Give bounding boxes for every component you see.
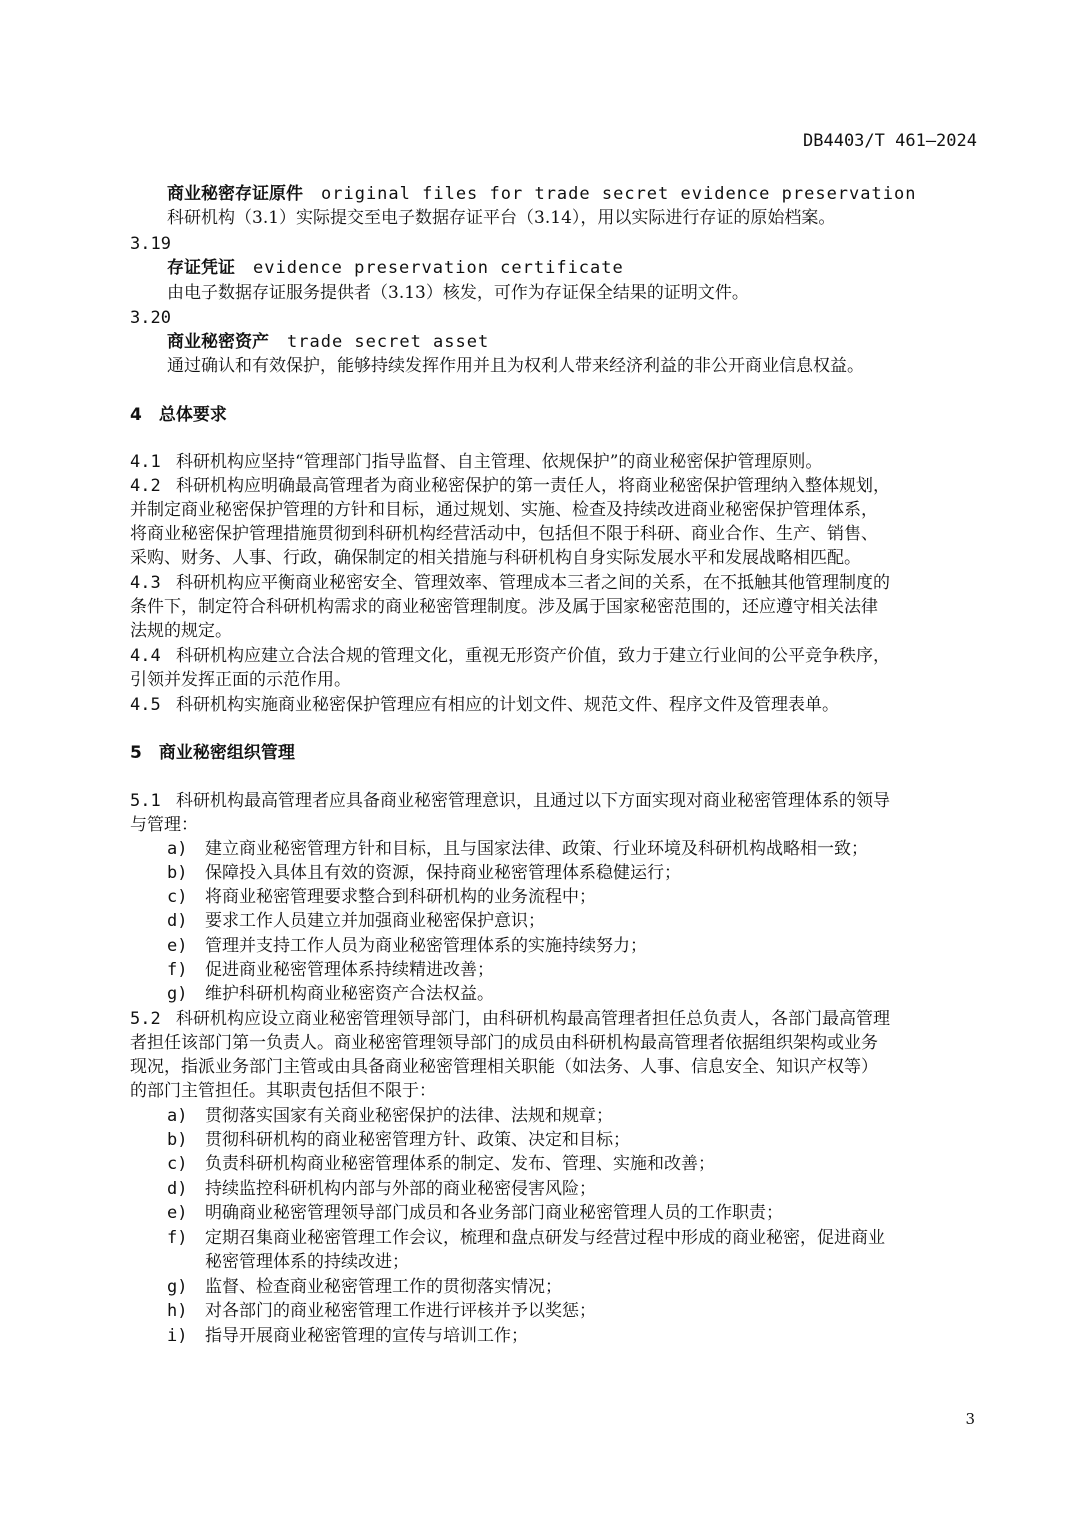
list-item-text: 明确商业秘密管理领导部门成员和各业务部门商业秘密管理人员的工作职责； <box>205 1203 783 1223</box>
list-item <box>167 910 545 932</box>
clause-4-5 <box>130 694 839 716</box>
clause-5-1 <box>130 790 890 812</box>
list-item <box>167 1300 596 1322</box>
list-item <box>167 1178 596 1200</box>
term-definition: 通过确认和有效保护，能够持续发挥作用并且为权利人带来经济利益的非公开商业信息权益。 <box>167 356 864 376</box>
clause-text-line: 采购、财务、人事、行政，确保制定的相关措施与科研机构自身实际发展水平和发展战略相匹配。 <box>130 548 861 568</box>
clause-number: 4.1 <box>130 452 161 472</box>
clause-number: 4.2 <box>130 476 161 496</box>
clause-4-3 <box>130 572 890 594</box>
list-item-label: b) <box>167 863 188 883</box>
term-number: 3.20 <box>130 308 171 328</box>
clause-4-1 <box>130 451 822 473</box>
list-item-label: f) <box>167 960 188 980</box>
clause-text: 科研机构实施商业秘密保护管理应有相应的计划文件、规范文件、程序文件及管理表单。 <box>176 695 839 715</box>
term-definition: 由电子数据存证服务提供者（3.13）核发，可作为存证保全结果的证明文件。 <box>167 283 749 303</box>
term-title-en: original files for trade secret evidence preservation <box>321 184 917 204</box>
list-item <box>167 886 596 908</box>
list-item-label: c) <box>167 887 188 907</box>
term-definition: 科研机构（3.1）实际提交至电子数据存证平台（3.14），用以实际进行存证的原始档案。 <box>167 208 836 228</box>
list-item-text: 要求工作人员建立并加强商业秘密保护意识； <box>205 911 545 931</box>
clause-text-line: 者担任该部门第一负责人。商业秘密管理领导部门的成员由科研机构最高管理者依据组织架构或业务 <box>130 1033 878 1053</box>
clause-number: 4.3 <box>130 573 161 593</box>
term-title-en: trade secret asset <box>287 332 490 352</box>
clause-text-line: 条件下，制定符合科研机构需求的商业秘密管理制度。涉及属于国家秘密范围的，还应遵守相关法律 <box>130 597 878 617</box>
list-item-label: h) <box>167 1301 188 1321</box>
clause-text-line: 将商业秘密保护管理措施贯彻到科研机构经营活动中，包括但不限于科研、商业合作、生产、销售、 <box>130 524 878 544</box>
list-item-continuation <box>167 1251 409 1273</box>
clause-4-4 <box>130 645 890 667</box>
clause-5-2 <box>130 1008 890 1030</box>
list-item-label: b) <box>167 1130 188 1150</box>
list-item-text: 贯彻落实国家有关商业秘密保护的法律、法规和规章； <box>205 1106 613 1126</box>
list-item-label: g) <box>167 984 188 1004</box>
clause-text-line: 现况，指派业务部门主管或由具备商业秘密管理相关职能（如法务、人事、信息安全、知识产权等） <box>130 1057 878 1077</box>
list-item <box>167 1202 783 1224</box>
list-item-text: 持续监控科研机构内部与外部的商业秘密侵害风险； <box>205 1179 596 1199</box>
list-item-label: e) <box>167 1203 188 1223</box>
page-number: 3 <box>965 1410 975 1428</box>
clause-text: 科研机构应设立商业秘密管理领导部门，由科研机构最高管理者担任总负责人，各部门最高管理 <box>176 1009 890 1029</box>
term-title <box>167 331 489 353</box>
clause-text-line: 的部门主管担任。其职责包括但不限于： <box>130 1081 436 1101</box>
clause-text: 科研机构应平衡商业秘密安全、管理效率、管理成本三者之间的关系，在不抵触其他管理制度的 <box>176 573 890 593</box>
document-code: DB4403/T 461—2024 <box>803 131 977 151</box>
list-item <box>167 1227 885 1249</box>
clause-text: 科研机构应坚持“管理部门指导监督、自主管理、依规保护”的商业秘密保护管理原则。 <box>176 452 823 472</box>
term-number: 3.19 <box>130 234 171 254</box>
list-item-text: 负责科研机构商业秘密管理体系的制定、发布、管理、实施和改善； <box>205 1154 715 1174</box>
list-item-label: e) <box>167 936 188 956</box>
list-item-label: c) <box>167 1154 188 1174</box>
clause-text-line: 法规的规定。 <box>130 621 232 641</box>
list-item <box>167 1153 715 1175</box>
clause-number: 4.5 <box>130 695 161 715</box>
list-item-label: d) <box>167 1179 188 1199</box>
list-item-label: d) <box>167 911 188 931</box>
list-item <box>167 983 494 1005</box>
list-item <box>167 1129 630 1151</box>
clause-text-line: 与管理： <box>130 815 198 835</box>
list-item <box>167 1276 562 1298</box>
clause-number: 4.4 <box>130 646 161 666</box>
list-item-text: 管理并支持工作人员为商业秘密管理体系的实施持续努力； <box>205 936 647 956</box>
list-item-label: i) <box>167 1326 188 1346</box>
term-title-zh: 商业秘密资产 <box>167 332 269 352</box>
clause-4-2 <box>130 475 978 497</box>
term-title <box>167 183 916 205</box>
list-item-label: g) <box>167 1277 188 1297</box>
term-title <box>167 257 624 279</box>
list-item-text: 秘密管理体系的持续改进； <box>205 1252 409 1272</box>
list-item-text: 建立商业秘密管理方针和目标，且与国家法律、政策、行业环境及科研机构战略相一致； <box>205 839 868 859</box>
list-item-text: 贯彻科研机构的商业秘密管理方针、政策、决定和目标； <box>205 1130 630 1150</box>
list-item-text: 保障投入具体且有效的资源，保持商业秘密管理体系稳健运行； <box>205 863 681 883</box>
list-item <box>167 959 494 981</box>
list-item-label: f) <box>167 1228 188 1248</box>
section-heading: 4 总体要求 <box>130 405 227 425</box>
list-item <box>167 1325 528 1347</box>
list-item-text: 定期召集商业秘密管理工作会议，梳理和盘点研发与经营过程中形成的商业秘密，促进商业 <box>205 1228 885 1248</box>
clause-number: 5.1 <box>130 791 161 811</box>
term-title-zh: 商业秘密存证原件 <box>167 184 303 204</box>
list-item-label: a) <box>167 839 188 859</box>
section-heading: 5 商业秘密组织管理 <box>130 743 295 763</box>
list-item-text: 将商业秘密管理要求整合到科研机构的业务流程中； <box>205 887 596 907</box>
list-item-text: 指导开展商业秘密管理的宣传与培训工作； <box>205 1326 528 1346</box>
clause-number: 5.2 <box>130 1009 161 1029</box>
clause-text-line: 并制定商业秘密保护管理的方针和目标，通过规划、实施、检查及持续改进商业秘密保护管理体系， <box>130 500 878 520</box>
clause-text-line: 引领并发挥正面的示范作用。 <box>130 670 351 690</box>
list-item <box>167 935 647 957</box>
clause-text: 科研机构应明确最高管理者为商业秘密保护的第一责任人，将商业秘密保护管理纳入整体规划， <box>176 476 890 496</box>
clause-text: 科研机构最高管理者应具备商业秘密管理意识，且通过以下方面实现对商业秘密管理体系的领导 <box>176 791 890 811</box>
list-item-label: a) <box>167 1106 188 1126</box>
list-item <box>167 862 681 884</box>
list-item <box>167 838 868 860</box>
list-item-text: 监督、检查商业秘密管理工作的贯彻落实情况； <box>205 1277 562 1297</box>
clause-text: 科研机构应建立合法合规的管理文化，重视无形资产价值，致力于建立行业间的公平竞争秩序， <box>176 646 890 666</box>
list-item-text: 促进商业秘密管理体系持续精进改善； <box>205 960 494 980</box>
list-item-text: 对各部门的商业秘密管理工作进行评核并予以奖惩； <box>205 1301 596 1321</box>
term-title-en: evidence preservation certificate <box>253 258 624 278</box>
list-item <box>167 1105 613 1127</box>
list-item-text: 维护科研机构商业秘密资产合法权益。 <box>205 984 494 1004</box>
term-title-zh: 存证凭证 <box>167 258 235 278</box>
